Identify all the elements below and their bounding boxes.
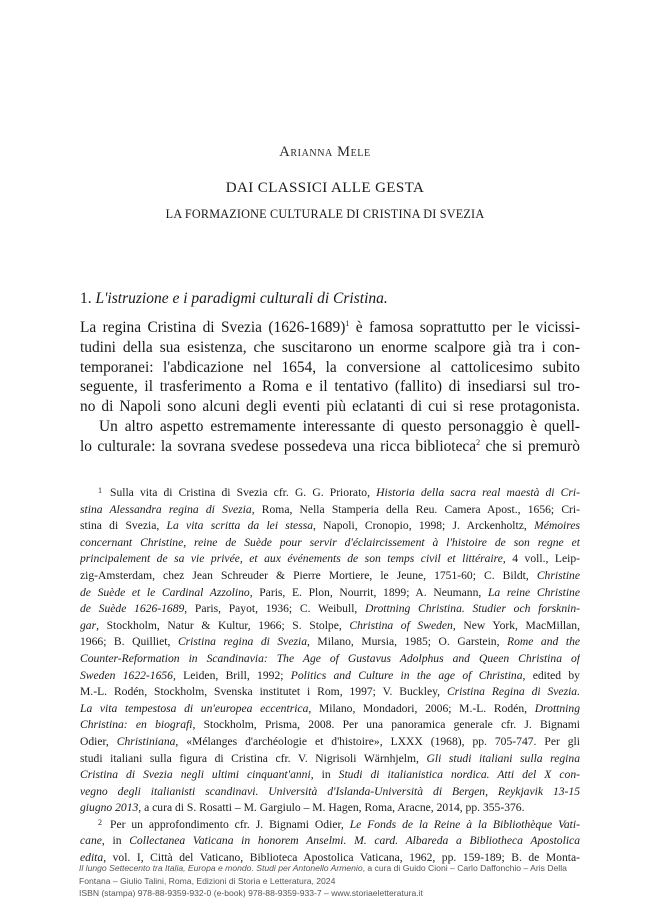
footnote-number-1: 1 xyxy=(98,486,102,495)
footnote-line: Odier, Christiniana, «Mélanges d'archéologie et d'histoire», LXXX (1968), pp. 705-747. Per gli xyxy=(80,734,580,748)
footnote-line: Counter-Reformation in Scandinavia: The Age of Gustavus Adolphus and Queen Christina of xyxy=(80,651,580,665)
footnote-line: 1966; B. Quilliet, Cristina regina di Svezia, Milano, Mursia, 1985; O. Garstein, Rome and the xyxy=(80,635,580,649)
footnote-line: Christina: en biografi, Stockholm, Prisma, 2008. Per una panoramica generale cfr. J. Bignami xyxy=(80,718,580,732)
footnote-line: de Suède 1626-1689, Paris, Payot, 1936; C. Weibull, Drottning Christina. Studier och forsknin- xyxy=(80,602,580,616)
body-line: temporanei: l'abdicazione nel 1654, la conversione al cattolicesimo subito xyxy=(80,358,580,376)
footnote-line: $^2$ Per un approfondimento cfr. J. Bignami Odier, Le Fonds de la Reine à la Bibliothèque Vati- xyxy=(98,817,580,831)
body-line: seguente, il trasferimento a Roma e il tentativo (fallito) di insediarsi sul tro- xyxy=(80,378,580,396)
footnote-line: Cristina di Svezia negli ultimi cinquant'anni, in Studi di italianistica nordica. Atti del X con- xyxy=(80,768,580,782)
section-heading xyxy=(80,290,580,308)
body-line: tudini della sua esistenza, che suscitarono un enorme scalpore già tra i con- xyxy=(80,338,580,356)
footnote-line: gar, Stockholm, Natur & Kultur, 1966; S. Stolpe, Christina of Sweden, New York, MacMillan, xyxy=(80,618,580,632)
footnote-line: cane, in Collectanea Vaticana in honorem Anselmi. M. card. Albareda a Bibliotheca Apostolica xyxy=(80,834,580,848)
footnote-line: principalement de sa vie privée, et aux événements de son temps civil et littéraire, 4 voll., Leip- xyxy=(80,552,580,566)
footnote-line: Sweden 1622-1656, Leiden, Brill, 1992; Politics and Culture in the age of Christina, edited by xyxy=(80,668,580,682)
footnote-line: studi italiani sulla figura di Cristina cfr. V. Nigrisoli Wärnhjelm, Gli studi italiani sulla regina xyxy=(80,751,580,765)
section-number: 1. xyxy=(80,290,92,307)
colophon xyxy=(79,862,599,900)
colophon-isbn: ISBN (stampa) 978-88-9359-932-0 (e-book) 978-88-9359-933-7 – www.storiaeletteratura.it xyxy=(79,888,423,898)
colophon-line: Fontana – Giulio Talini, Roma, Edizioni di Storia e Letteratura, 2024 xyxy=(79,875,336,886)
chapter-title: DAI CLASSICI ALLE GESTA xyxy=(225,180,425,196)
body-line: lo culturale: la sovrana svedese possedeva una ricca biblioteca$^2$ che si premurò xyxy=(80,437,580,455)
footnote-ref-1: 1 xyxy=(345,319,350,328)
chapter-subtitle: LA FORMAZIONE CULTURALE DI CRISTINA DI SVEZIA xyxy=(165,207,485,221)
footnote-line: La vita tempestosa di un'europea eccentrica, Milano, Mondadori, 2006; M.-L. Rodén, Drottning xyxy=(80,701,580,715)
footnote-line: de Suède et le Cardinal Azzolino, Paris, E. Plon, Nourrit, 1899; A. Neumann, La reine Christine xyxy=(80,585,580,599)
footnote-line: stina Alessandra regina di Svezia, Roma, Nella Stamperia della Reu. Camera Apost., 1656; Cri- xyxy=(80,502,580,516)
footnote-line: $^1$ Sulla vita di Cristina di Svezia cfr. G. G. Priorato, Historia della sacra real maestà di Cri- xyxy=(98,486,580,499)
footnote-ref-2: 2 xyxy=(476,437,481,447)
body-text xyxy=(80,318,580,457)
chapter-author: Arianna Mele xyxy=(279,144,371,160)
body-line: Un altro aspetto estremamente interessante di questo personaggio è quell- xyxy=(99,417,580,435)
footnote-line: zig-Amsterdam, chez Jean Schreuder & Pierre Mortiere, le Jeune, 1751-60; C. Bildt, Christine xyxy=(80,568,580,582)
body-line: no di Napoli sono alcuni degli eventi più eclatanti di cui si rese protagonista. xyxy=(80,398,580,416)
footnote-line: concernant Christine, reine de Suède pour servir d'éclaircissement à l'histoire de son regne et xyxy=(80,535,580,549)
section-title: L'istruzione e i paradigmi culturali di Cristina. xyxy=(95,290,388,307)
body-line: La regina Cristina di Svezia (1626-1689)$^1$ è famosa soprattutto per le vicissi- xyxy=(80,319,580,336)
colophon-line: Il lungo Settecento tra Italia, Europa e mondo. Studi per Antonello Armenio, a cura di Guido Cioni – Carlo Daffonchio – Aris Della xyxy=(79,863,567,873)
footnote-line: vegno degli italianisti scandinavi. Università d'Islanda-Università di Bergen, Reykjavik 13-15 xyxy=(80,784,580,798)
footnote-line: giugno 2013, a cura di S. Rosatti – M. Gargiulo – M. Hagen, Roma, Aracne, 2014, pp. 355-376. xyxy=(80,801,525,815)
footnote-number-2: 2 xyxy=(98,817,102,827)
footnote-line: stina di Svezia, La vita scritta da lei stessa, Napoli, Cronopio, 1998; J. Arckenholtz, Mémoires xyxy=(80,519,580,533)
footnotes xyxy=(80,485,580,867)
footnote-line: M.-L. Rodén, Stockholm, Svenska institutet i Rom, 1997; V. Buckley, Cristina Regina di Svezia. xyxy=(80,685,580,699)
footnote-line: edita, vol. I, Città del Vaticano, Biblioteca Apostolica Vaticana, 1962, pp. 159-189; B. de Monta- xyxy=(80,851,580,865)
